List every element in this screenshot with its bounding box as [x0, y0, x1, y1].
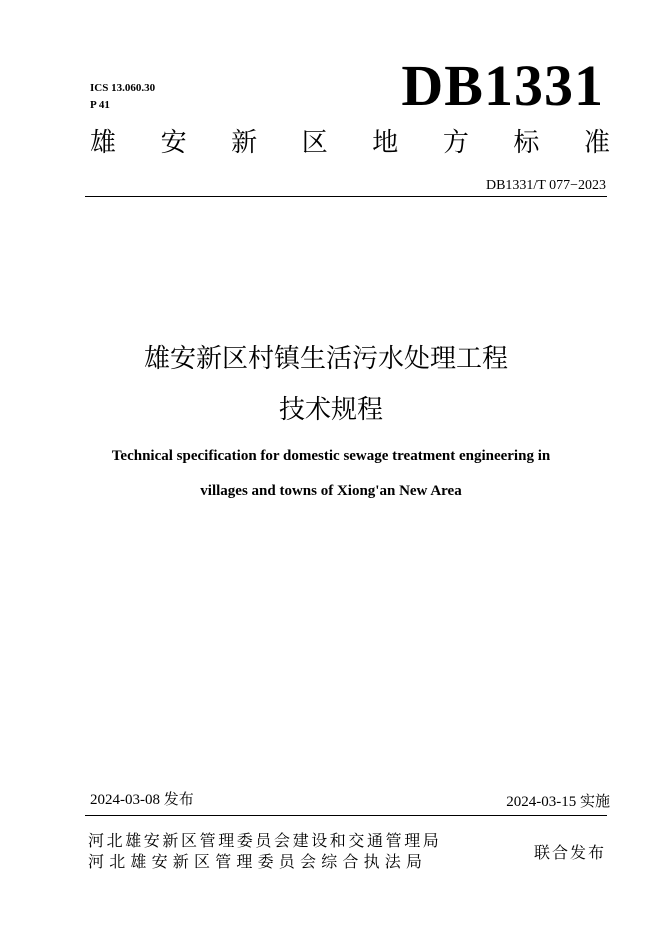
issuer-construction-bureau: 河北雄安新区管理委员会建设和交通管理局 [88, 831, 442, 850]
standard-number: DB1331/T 077−2023 [485, 178, 606, 193]
header-divider [85, 196, 607, 197]
footer-divider [85, 815, 607, 816]
ics-code: ICS 13.060.30 [90, 82, 156, 94]
classification-code: P 41 [90, 99, 110, 111]
standard-type-heading [90, 126, 610, 160]
title-english-line-2: villages and towns of Xiong'an New Area [200, 483, 462, 499]
standard-type-char: 地 [372, 128, 399, 158]
title-english-line-1: Technical specification for domestic sewage treatment engineering in [111, 448, 551, 464]
standard-type-char: 雄 [90, 128, 117, 158]
title-chinese-line-2: 技术规程 [278, 395, 383, 425]
standard-type-char: 新 [231, 128, 258, 158]
standard-code-logo: DB1331 [401, 53, 604, 118]
issue-date: 2024-03-08 发布 [90, 792, 194, 808]
standard-type-char: 准 [583, 128, 610, 158]
issuer-law-enforcement-bureau: 河北雄安新区管理委员会综合执法局 [88, 852, 428, 871]
standard-type-char: 方 [442, 128, 469, 158]
standard-type-char: 安 [160, 128, 187, 158]
standard-type-char: 标 [513, 128, 540, 158]
standard-type-char: 区 [301, 128, 328, 158]
title-chinese-line-1: 雄安新区村镇生活污水处理工程 [143, 344, 508, 374]
implementation-date: 2024-03-15 实施 [506, 794, 610, 810]
joint-release-label: 联合发布 [533, 843, 606, 862]
